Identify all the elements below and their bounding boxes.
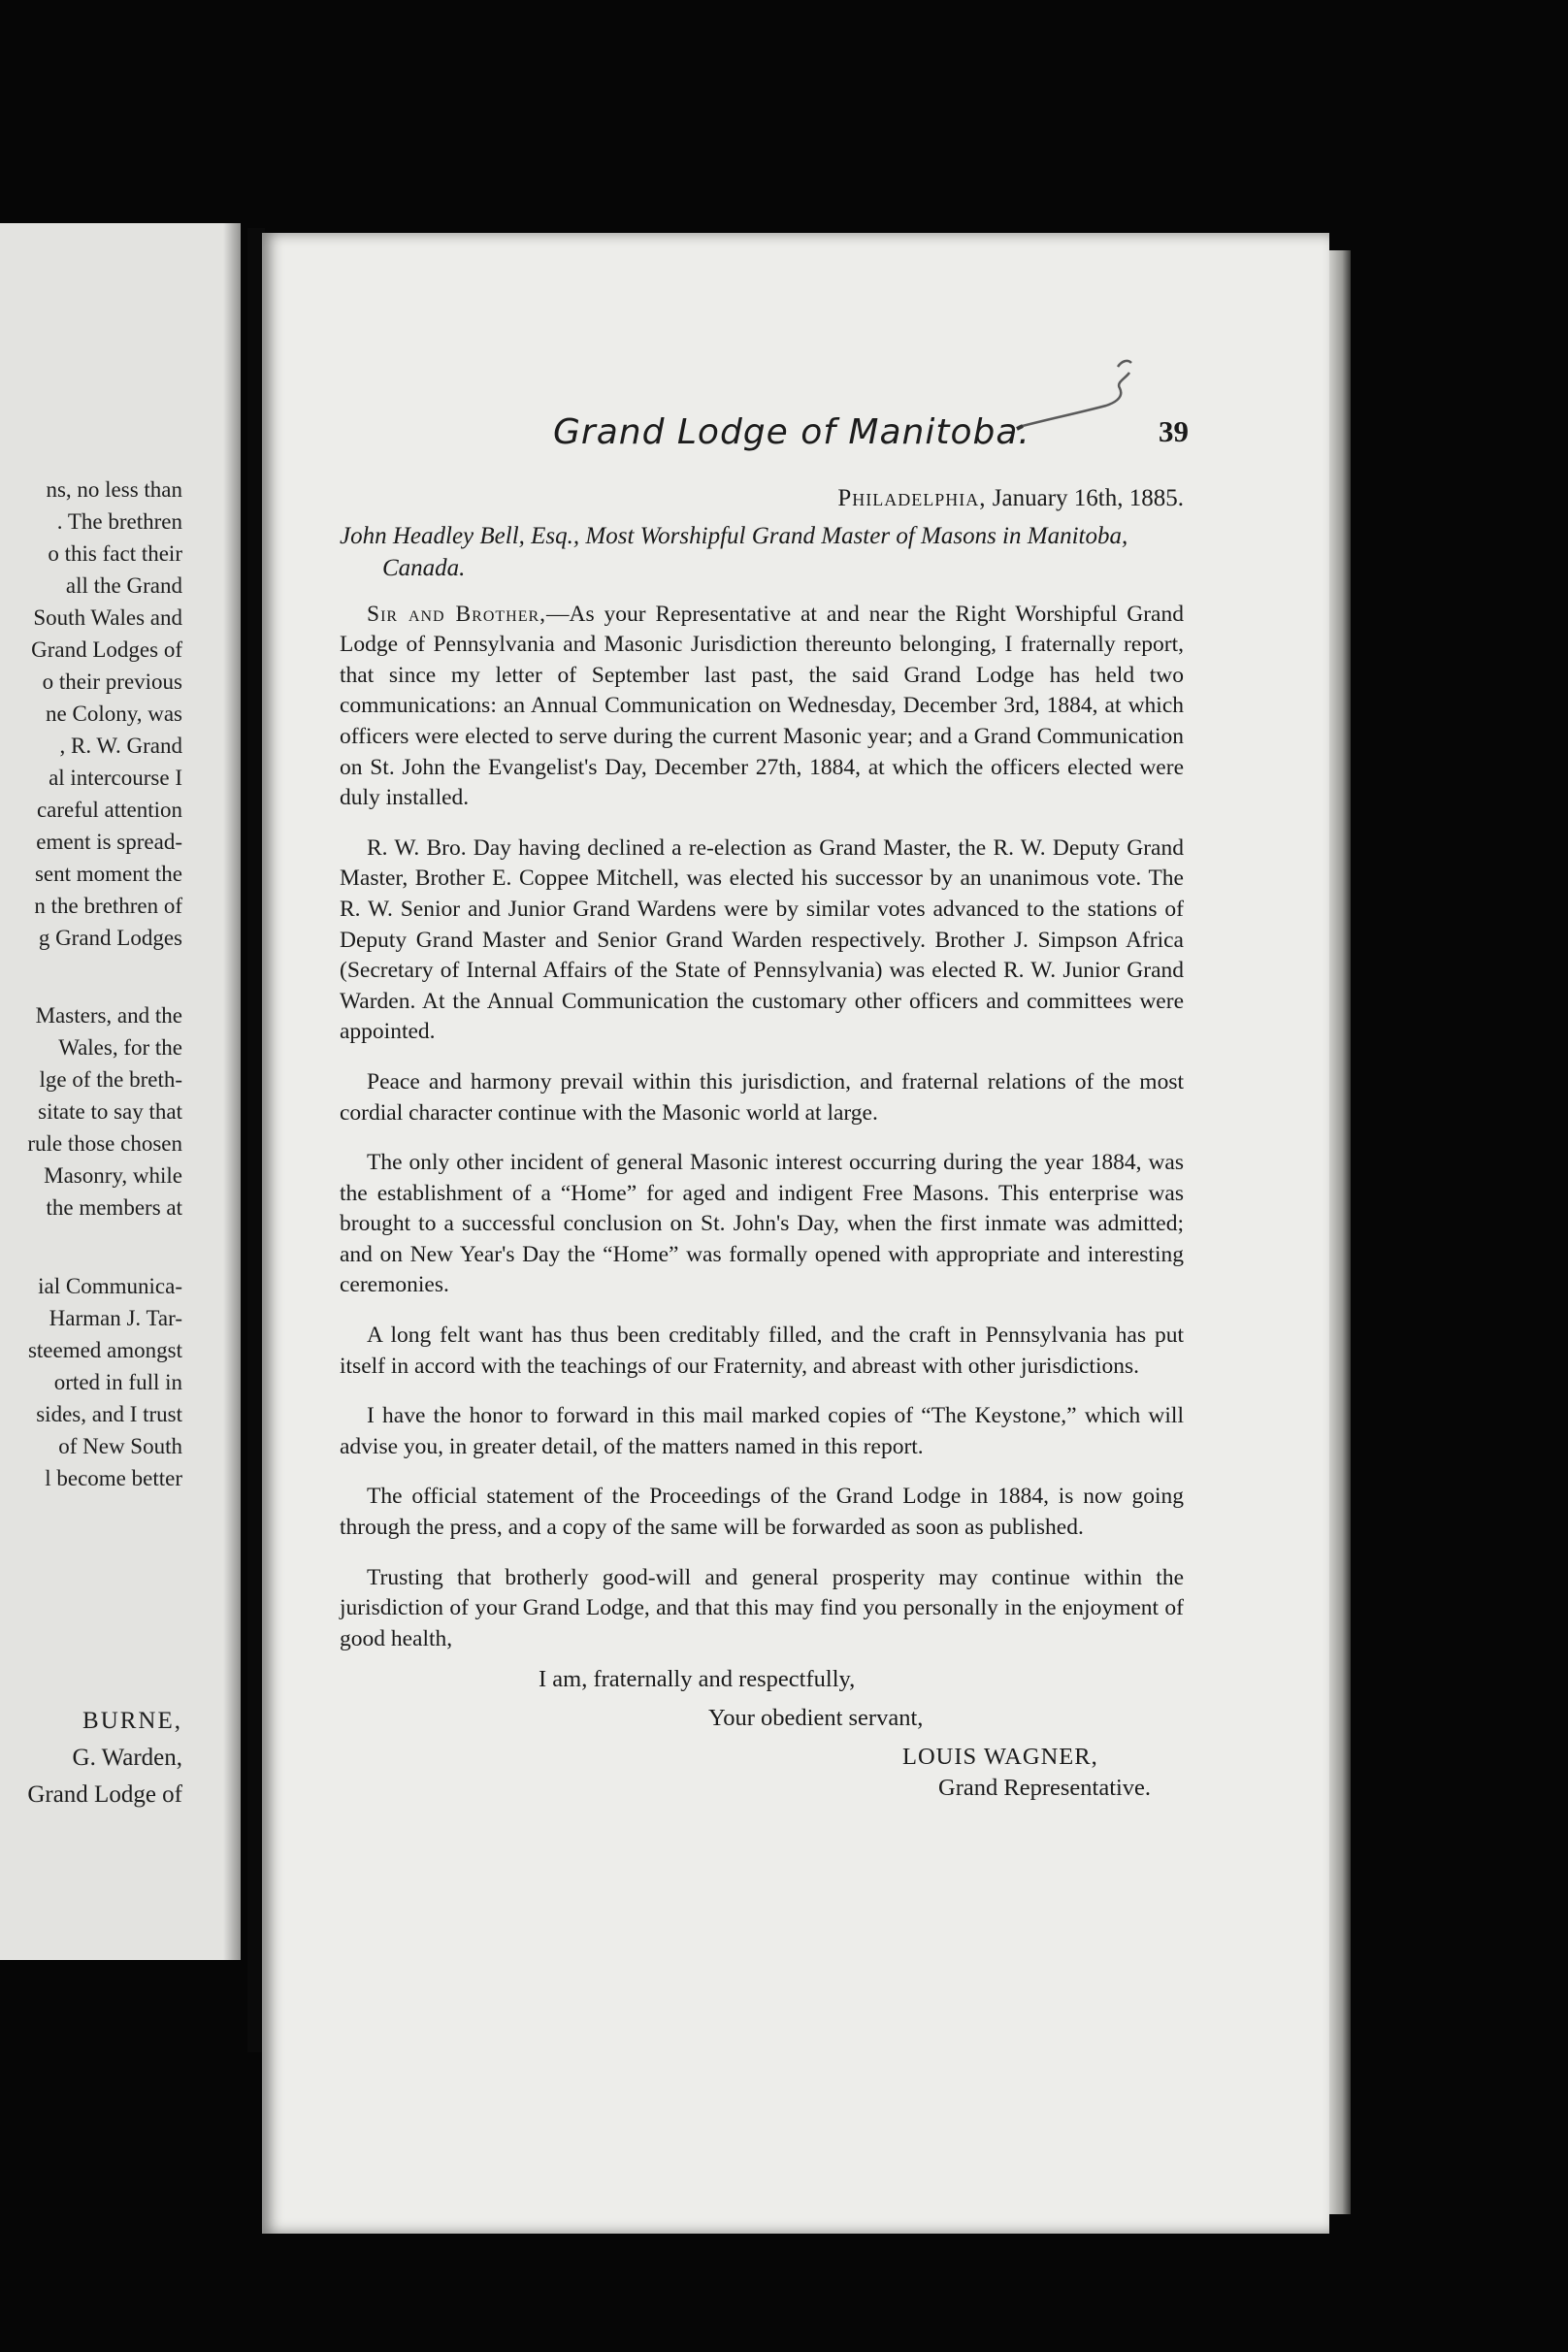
left-line: , R. W. Grand [59,734,182,758]
left-line: lge of the breth- [39,1067,182,1092]
page-number: 39 [1159,414,1189,448]
left-line: careful attention [36,798,182,822]
page-rim [1329,250,1351,2214]
dateline [340,483,1184,514]
left-line: sent moment the [34,862,182,886]
left-line: steemed amongst [27,1338,182,1362]
left-line: the members at [46,1195,182,1220]
previous-page-fragment [0,223,241,1960]
closing-block [340,1660,1184,1808]
left-line: Grand Lodges of [31,637,182,662]
left-signature-line: BURNE, [82,1708,182,1734]
paragraph [340,600,1184,814]
left-line: ement is spread- [36,830,182,854]
salutation: Sir and Brother, [367,601,547,627]
left-line: all the Grand [65,573,182,598]
left-line: o their previous [42,670,182,694]
left-line: orted in full in [53,1370,182,1394]
left-line: sides, and I trust [36,1402,182,1426]
left-line: Harman J. Tar- [49,1306,182,1330]
left-line: ns, no less than [46,477,182,502]
left-signature-line: Grand Lodge of [27,1781,182,1808]
left-line: of New South [58,1434,182,1458]
left-line: . The brethren [56,509,182,534]
paragraph: Trusting that brotherly good-will and general prosperity may continue within the jurisdiction of your Grand Lodge, and that this may find you personally in the enjoyment of good health, [340,1564,1184,1651]
left-line: o this fact their [48,541,182,566]
left-line [0,1224,182,1270]
left-line: ial Communica- [38,1274,182,1298]
paragraph-text: —As your Representative at and near the Right Worshipful Grand Lodge of Pennsylvania and Masonic Jurisdiction thereunto belonging, I fraternally report, that since my letter of September last past, the said Grand Lodge has held two communications: an Annual Communication on Wednesday, December 3rd, 1884, at which officers were elected to serve during the current Masonic year; and a Grand Communication on St. John the Evangelist's Day, December 27th, 1884, at which the officers elected were duly installed. [340,601,1184,811]
left-line: al intercourse I [49,766,182,790]
running-title: Grand Lodge of Manitoba. [553,412,1030,452]
closing-line: Your obedient servant, [708,1705,924,1732]
left-line: rule those chosen [27,1131,182,1156]
closing-line: I am, fraternally and respectfully, [539,1666,856,1693]
left-line: Wales, for the [58,1035,182,1060]
page-header [291,412,1189,457]
previous-page-text [0,474,182,1494]
signer-title: Grand Representative. [938,1775,1152,1802]
left-line: g Grand Lodges [38,926,182,950]
left-line: South Wales and [33,605,182,630]
paragraph: A long felt want has thus been creditably filled, and the craft in Pennsylvania has put itself in accord with the teachings of our Fraternity, and abreast with other jurisdictions. [340,1323,1184,1379]
paragraph: Peace and harmony prevail within this jurisdiction, and fraternal relations of the most cordial character continue with the Masonic world at large. [340,1068,1184,1126]
gutter-shadow [223,223,241,1960]
paragraph: The only other incident of general Masonic interest occurring during the year 1884, was the establishment of a “Home” for aged and indigent Free Masons. This enterprise was brought to a successful conclusion on St. John's Day, when the first inmate was admitted; and on New Year's Day the “Home” was formally opened with appropriate and interesting ceremonies. [340,1150,1184,1298]
addressee: John Headley Bell, Esq., Most Worshipful Grand Master of Masons in Manitoba, Canada. [340,522,1128,581]
left-line: n the brethren of [34,894,182,918]
paragraph: R. W. Bro. Day having declined a re-election as Grand Master, the R. W. Deputy Grand Master, Brother E. Coppee Mitchell, was elected his successor by an unanimous vote. The R. W. Senior and Junior Grand Wardens were by similar votes advanced to the stations of Deputy Grand Master and Senior Grand Warden respectively. Brother J. Simpson Africa (Secretary of Internal Affairs of the State of Pennsylvania) was elected R. W. Junior Grand Warden. At the Annual Communication the customary other officers and committees were appointed. [340,834,1184,1045]
left-line: ne Colony, was [46,702,182,726]
left-line: sitate to say that [38,1099,182,1124]
paragraph: I have the honor to forward in this mail marked copies of “The Keystone,” which will advise you, in greater detail, of the matters named in this report. [340,1403,1184,1459]
dateline-date: January 16th, 1885. [992,485,1184,511]
letter-body [340,483,1184,1808]
left-line: Masters, and the [35,1003,182,1028]
left-line: Masonry, while [44,1163,182,1188]
left-signature-line: G. Warden, [72,1745,182,1771]
paragraph: The official statement of the Proceedings of the Grand Lodge in 1884, is now going through the press, and a copy of the same will be forwarded as soon as published. [340,1484,1184,1541]
dateline-place: Philadelphia, [837,485,987,511]
left-line: l become better [45,1466,182,1490]
signer-name: LOUIS WAGNER, [902,1744,1098,1771]
previous-page-signature [0,1703,182,1813]
left-line [0,954,182,999]
